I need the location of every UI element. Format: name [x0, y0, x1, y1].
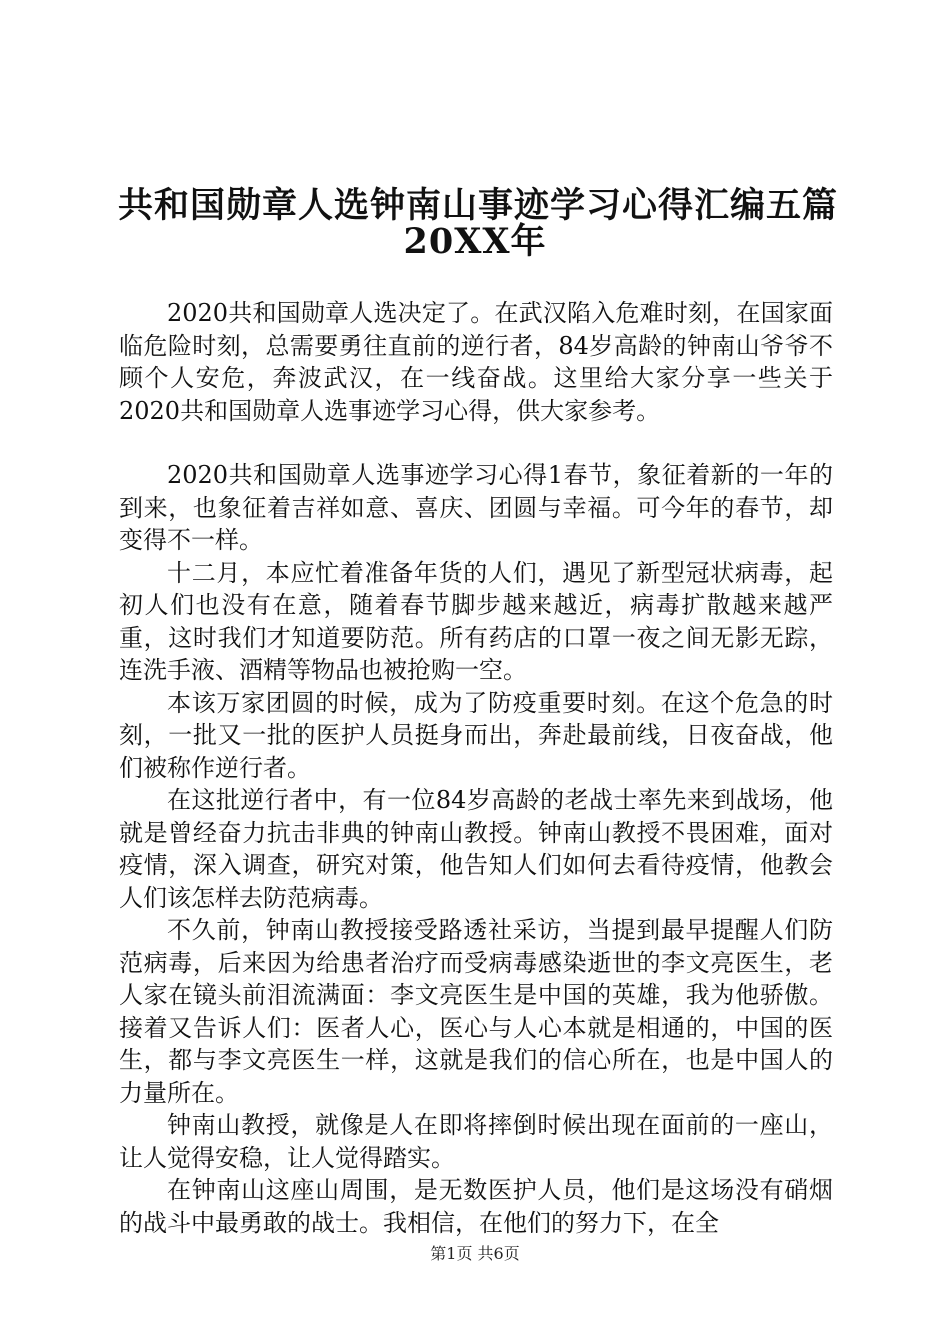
body-paragraph: 2020共和国勋章人选事迹学习心得1春节，象征着新的一年的到来，也象征着吉祥如意、喜庆、团圆与幸福。可今年的春节，却变得不一样。: [119, 461, 833, 554]
paragraph-gap: [119, 427, 833, 459]
intro-paragraph: 2020共和国勋章人选决定了。在武汉陷入危难时刻，在国家面临危险时刻，总需要勇往直前的逆行者，84岁高龄的钟南山爷爷不顾个人安危，奔波武汉，在一线奋战。这里给大家分享一些关于2020共和国勋章人选事迹学习心得，供大家参考。: [119, 299, 833, 425]
body-paragraph: 钟南山教授，就像是人在即将摔倒时候出现在面前的一座山，让人觉得安稳，让人觉得踏实。: [119, 1111, 833, 1172]
document-body: [119, 297, 833, 1239]
page-number-footer: 第1页 共6页: [430, 1244, 520, 1263]
body-paragraph: 不久前，钟南山教授接受路透社采访，当提到最早提醒人们防范病毒，后来因为给患者治疗而受病毒感染逝世的李文亮医生，老人家在镜头前泪流满面：李文亮医生是中国的英雄，我为他骄傲。接着又告诉人们：医者人心，医心与人心本就是相通的，中国的医生，都与李文亮医生一样，这就是我们的信心所在，也是中国人的力量所在。: [119, 916, 833, 1107]
body-paragraph: 在这批逆行者中，有一位84岁高龄的老战士率先来到战场，他就是曾经奋力抗击非典的钟南山教授。钟南山教授不畏困难，面对疫情，深入调查，研究对策，他告知人们如何去看待疫情，他教会人们该怎样去防范病毒。: [119, 786, 833, 912]
document-title-line2: 20XX年: [403, 221, 547, 262]
body-paragraph: 在钟南山这座山周围，是无数医护人员，他们是这场没有硝烟的战斗中最勇敢的战士。我相信，在他们的努力下，在全: [119, 1176, 833, 1237]
body-paragraph: 本该万家团圆的时候，成为了防疫重要时刻。在这个危急的时刻，一批又一批的医护人员挺身而出，奔赴最前线，日夜奋战，他们被称作逆行者。: [119, 688, 833, 782]
document-title-line1: 共和国勋章人选钟南山事迹学习心得汇编五篇: [118, 185, 839, 226]
body-paragraph: 十二月，本应忙着准备年货的人们，遇见了新型冠状病毒，起初人们也没有在意，随着春节脚步越来越近，病毒扩散越来越严重，这时我们才知道要防范。所有药店的口罩一夜之间无影无踪，连洗手液、酒精等物品也被抢购一空。: [119, 558, 833, 684]
